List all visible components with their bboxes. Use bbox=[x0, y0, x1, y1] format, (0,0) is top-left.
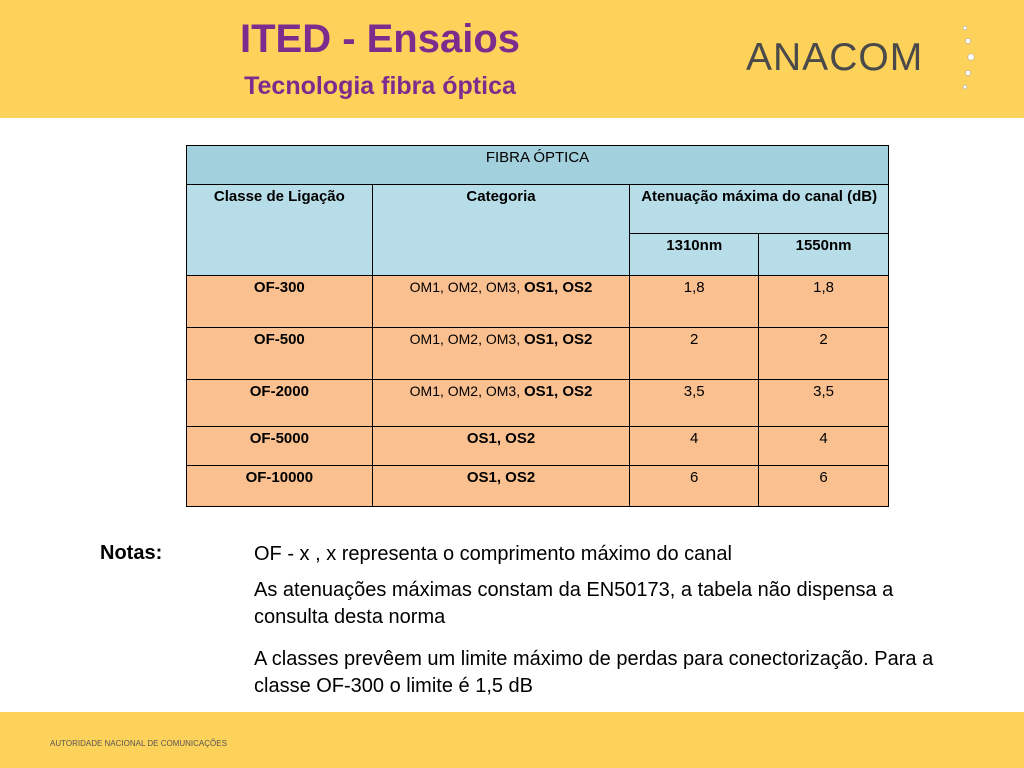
note-1: OF - x , x representa o comprimento máximo do canal bbox=[254, 543, 732, 565]
cat-os: OS1, OS2 bbox=[524, 279, 593, 296]
header-1310: 1310nm bbox=[630, 234, 759, 276]
cell-1310: 3,5 bbox=[630, 380, 759, 427]
cat-os: OS1, OS2 bbox=[524, 331, 593, 348]
cell-1550: 3,5 bbox=[759, 380, 889, 427]
table-row bbox=[187, 380, 889, 427]
cat-om: OM1, OM2, OM3, bbox=[409, 331, 524, 347]
page-title: ITED - Ensaios bbox=[239, 17, 521, 61]
header-1550: 1550nm bbox=[759, 234, 889, 276]
cell-1310: 2 bbox=[630, 328, 759, 380]
cell-classe: OF-2000 bbox=[187, 380, 373, 427]
anacom-logo: ANACOM bbox=[746, 36, 924, 79]
header-classe: Classe de Ligação bbox=[187, 185, 373, 276]
cat-om: OM1, OM2, OM3, bbox=[409, 383, 524, 399]
header-categoria: Categoria bbox=[372, 185, 630, 276]
cell-1310: 6 bbox=[630, 466, 759, 507]
note-3: A classes prevêem um limite máximo de perdas para conectorização. Para a classe OF-300 o limite é 1,5 dB bbox=[254, 648, 934, 697]
cell-classe: OF-10000 bbox=[187, 466, 373, 507]
cell-classe: OF-500 bbox=[187, 328, 373, 380]
table-row bbox=[187, 276, 889, 328]
footer-text: AUTORIDADE NACIONAL DE COMUNICAÇÕES bbox=[50, 739, 227, 748]
header-atenuacao: Atenuação máxima do canal (dB) bbox=[630, 185, 889, 234]
fibra-optica-table bbox=[186, 145, 889, 507]
footer-band bbox=[0, 712, 1024, 768]
table-row bbox=[187, 466, 889, 507]
cell-categoria: OS1, OS2 bbox=[372, 466, 630, 507]
cell-1550: 2 bbox=[759, 328, 889, 380]
cell-categoria bbox=[372, 276, 630, 328]
page-subtitle: Tecnologia fibra óptica bbox=[244, 72, 516, 100]
cell-categoria bbox=[372, 380, 630, 427]
cell-categoria bbox=[372, 328, 630, 380]
logo-dots-icon bbox=[958, 24, 978, 94]
table-caption: FIBRA ÓPTICA bbox=[187, 146, 889, 185]
cell-classe: OF-5000 bbox=[187, 427, 373, 466]
header-band bbox=[0, 0, 1024, 118]
cell-classe: OF-300 bbox=[187, 276, 373, 328]
cell-1310: 1,8 bbox=[630, 276, 759, 328]
cell-1550: 6 bbox=[759, 466, 889, 507]
cell-1310: 4 bbox=[630, 427, 759, 466]
cell-1550: 1,8 bbox=[759, 276, 889, 328]
table-row bbox=[187, 328, 889, 380]
cell-1550: 4 bbox=[759, 427, 889, 466]
notes-label: Notas: bbox=[100, 542, 163, 564]
note-2: As atenuações máximas constam da EN50173, a tabela não dispensa a consulta desta norma bbox=[254, 579, 894, 628]
cat-os: OS1, OS2 bbox=[524, 383, 593, 400]
cat-om: OM1, OM2, OM3, bbox=[409, 279, 524, 295]
cell-categoria: OS1, OS2 bbox=[372, 427, 630, 466]
table-row bbox=[187, 427, 889, 466]
